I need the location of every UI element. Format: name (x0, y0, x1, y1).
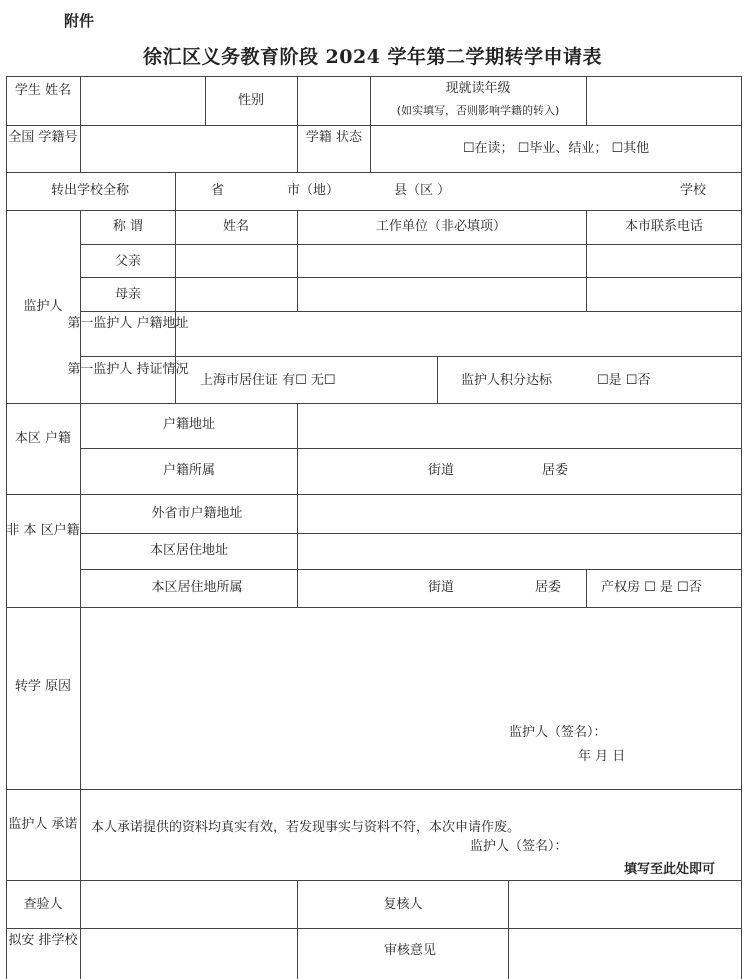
other-province-address-field[interactable] (300, 497, 738, 531)
hukou-street-label: 街道 (428, 463, 455, 478)
hukou-committee-label: 居委 (542, 463, 569, 478)
county-label: 县（区 ） (394, 183, 451, 198)
rule (80, 277, 742, 278)
province-label: 省 (211, 183, 225, 198)
mother-work-field[interactable] (300, 281, 583, 309)
rule (6, 607, 742, 608)
opinion-label: 审核意见 (383, 943, 437, 958)
student-name-field[interactable] (84, 80, 202, 122)
rule (6, 403, 742, 404)
guardian-section-label: 监护人 (23, 299, 63, 314)
hukou-address-field[interactable] (300, 406, 738, 446)
rule (370, 76, 371, 172)
opinion-field[interactable] (512, 932, 738, 976)
promise-label: 监护人 承诺 (8, 817, 78, 832)
checker-label: 查验人 (23, 897, 63, 912)
rule (6, 928, 742, 929)
student-id-label: 全国 学籍号 (8, 130, 78, 145)
property-options[interactable]: 产权房 ☐ 是 ☐否 (601, 580, 702, 595)
rule (6, 789, 742, 790)
rule (508, 880, 509, 979)
father-label: 父亲 (114, 254, 142, 269)
reason-sign-label: 监护人（签名）： (509, 725, 607, 740)
stop-note: 填写至此处即可 (624, 862, 716, 877)
col-name: 姓名 (222, 219, 250, 234)
guardian-hukou-address-field[interactable] (179, 314, 738, 354)
residence-street-label: 街道 (428, 580, 455, 595)
gender-label: 性别 (237, 93, 265, 108)
reviewer-label: 复核人 (383, 897, 423, 912)
student-id-field[interactable] (84, 128, 294, 170)
rule (297, 403, 298, 607)
rule (6, 172, 742, 173)
assign-school-field[interactable] (84, 932, 294, 976)
col-work: 工作单位（非必填项） (375, 219, 507, 234)
rule (741, 76, 742, 979)
points-label: 监护人积分达标 (461, 373, 553, 388)
father-name-field[interactable] (179, 247, 294, 275)
grade-label: 现就读年级 (445, 81, 511, 96)
rule (80, 356, 742, 357)
residence-permit-options[interactable]: 上海市居住证 有☐ 无☐ (200, 373, 336, 388)
rule (6, 210, 742, 211)
rule (205, 76, 206, 125)
rule (80, 76, 81, 172)
promise-sign-label: 监护人（签名）： (470, 839, 568, 854)
rule (80, 569, 742, 570)
school-suffix-label: 学校 (680, 183, 707, 198)
rule (80, 448, 742, 449)
rule (297, 210, 298, 311)
residence-address-field[interactable] (300, 536, 738, 567)
attachment-label: 附件 (64, 12, 95, 30)
col-relation: 称 谓 (112, 219, 144, 234)
promise-text: 本人承诺提供的资料均真实有效，若发现事实与资料不符，本次申请作废。 (91, 820, 521, 835)
page-title: 徐汇区义务教育阶段 2024 学年第二学期转学申请表 (142, 46, 603, 68)
hukou-address-label: 户籍地址 (162, 417, 216, 432)
nonlocal-hukou-label: 非 本 区户籍 (6, 523, 80, 538)
rule (437, 356, 438, 403)
grade-note: (如实填写，否则影响学籍的转入) (396, 104, 560, 117)
checker-field[interactable] (84, 884, 294, 924)
rule (297, 880, 298, 979)
local-hukou-label: 本区 户籍 (14, 431, 72, 446)
rule (6, 76, 742, 77)
col-phone: 本市联系电话 (624, 219, 704, 234)
guardian-hukou-address-label: 第一监护人 户籍地址 (67, 316, 189, 331)
mother-phone-field[interactable] (590, 281, 738, 309)
residence-belong-label: 本区居住地所属 (151, 580, 243, 595)
residence-address-label: 本区居住地址 (149, 543, 229, 558)
school-label: 转出学校全称 (50, 183, 130, 198)
rule (6, 494, 742, 495)
rule (80, 244, 742, 245)
gender-field[interactable] (300, 80, 367, 122)
points-options[interactable]: ☐是 ☐否 (597, 373, 651, 388)
assign-school-label: 拟安 排学校 (8, 933, 78, 948)
reason-field[interactable] (84, 611, 738, 721)
reviewer-field[interactable] (512, 884, 738, 924)
father-work-field[interactable] (300, 247, 583, 275)
father-phone-field[interactable] (590, 247, 738, 275)
rule (80, 311, 742, 312)
rule (586, 76, 587, 125)
mother-name-field[interactable] (179, 281, 294, 309)
reason-label: 转学 原因 (14, 679, 72, 694)
rule (297, 76, 298, 172)
mother-label: 母亲 (114, 287, 142, 302)
rule (6, 125, 742, 126)
status-options[interactable]: ☐在读； ☐毕业、结业； ☐其他 (462, 141, 650, 156)
rule (586, 210, 587, 311)
residence-committee-label: 居委 (535, 580, 562, 595)
hukou-belong-label: 户籍所属 (162, 463, 216, 478)
city-label: 市（地） (287, 183, 340, 198)
rule (586, 569, 587, 607)
other-province-address-label: 外省市户籍地址 (151, 506, 243, 521)
reason-date-label: 年 月 日 (578, 749, 626, 764)
rule (80, 533, 742, 534)
status-label: 学籍 状态 (305, 130, 363, 145)
student-name-label: 学生 姓名 (14, 83, 72, 98)
grade-field[interactable] (590, 80, 738, 122)
guardian-permit-label: 第一监护人 持证情况 (67, 362, 189, 377)
rule (6, 880, 742, 881)
